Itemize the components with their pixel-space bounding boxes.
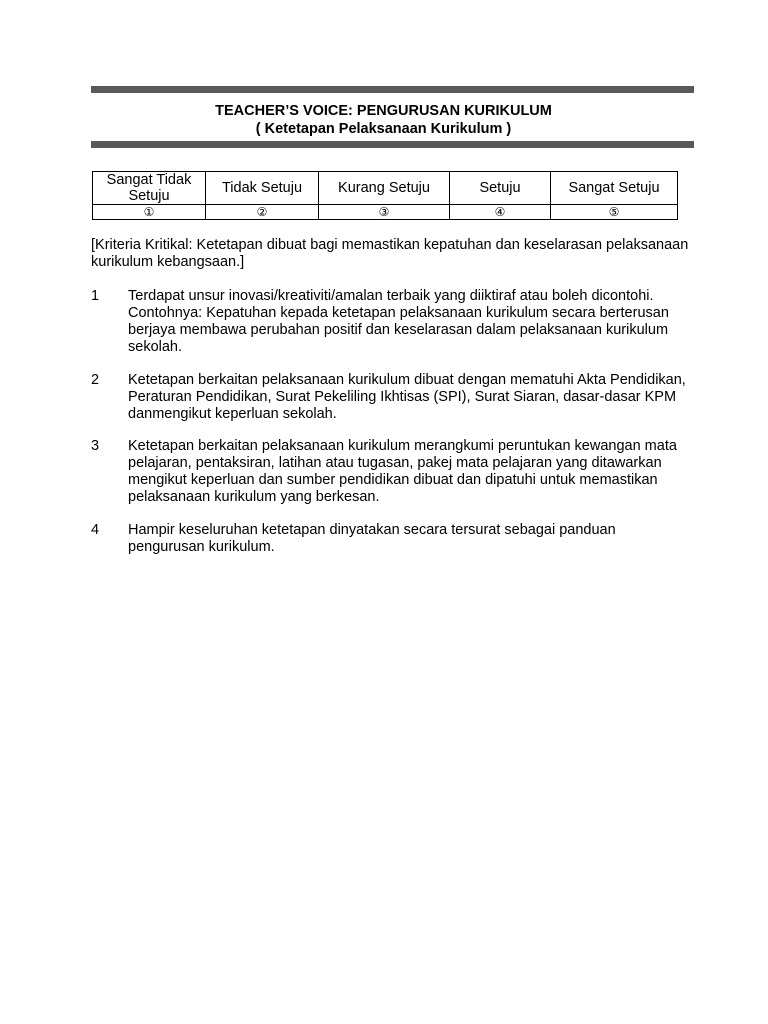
rating-scale-numbers-row (93, 205, 678, 220)
scale-label-cell: Tidak Setuju (206, 172, 319, 205)
page-subtitle: ( Ketetapan Pelaksanaan Kurikulum ) (255, 121, 512, 137)
top-rule (91, 86, 694, 93)
rating-scale-labels-row (93, 172, 678, 205)
item-text: Ketetapan berkaitan pelaksanaan kurikulum dibuat dengan mematuhi Akta Pendidikan, Peraturan Pendidikan, Surat Pekeliling Ikhtisas (SPI), Surat Siaran, dasar-dasar KPM danmengikut keperluan sekolah. (128, 372, 686, 422)
rating-scale-table (92, 171, 678, 220)
item-text: Hampir keseluruhan ketetapan dinyatakan secara tersurat sebagai panduan pengurusan kurikulum. (128, 522, 616, 555)
critical-criteria-text: [Kriteria Kritikal: Ketetapan dibuat bagi memastikan kepatuhan dan keselarasan pelaksanaan kurikulum kebangsaan.] (91, 237, 689, 270)
scale-number-cell: ① (93, 205, 206, 220)
item-text: Terdapat unsur inovasi/kreativiti/amalan terbaik yang diiktiraf atau boleh dicontohi. Contohnya: Kepatuhan kepada ketetapan pelaksanaan kurikulum secara berterusan berjaya membawa perubahan positif dan keselarasan dalam pelaksanaan kurikulum sekolah. (128, 288, 669, 355)
scale-label-cell: Sangat Tidak Setuju (93, 172, 206, 205)
scale-number-cell: ⑤ (551, 205, 678, 220)
scale-number-cell: ④ (450, 205, 551, 220)
item-number: 3 (91, 438, 100, 454)
item-number: 2 (91, 372, 100, 388)
page-title: TEACHER’S VOICE: PENGURUSAN KURIKULUM (215, 103, 552, 119)
bottom-rule (91, 141, 694, 148)
item-number: 1 (91, 288, 100, 304)
scale-label-cell: Kurang Setuju (319, 172, 450, 205)
scale-label-cell: Setuju (450, 172, 551, 205)
item-text: Ketetapan berkaitan pelaksanaan kurikulum merangkumi peruntukan kewangan mata pelajaran, pentaksiran, latihan atau tugasan, pakej mata pelajaran yang ditawarkan mengikut keperluan dan sumber pendidikan dibuat dan dipatuhi untuk memastikan pelaksanaan kurikulum yang berkesan. (128, 438, 677, 505)
scale-number-cell: ② (206, 205, 319, 220)
scale-number-cell: ③ (319, 205, 450, 220)
scale-label-cell: Sangat Setuju (551, 172, 678, 205)
item-number: 4 (91, 522, 100, 538)
